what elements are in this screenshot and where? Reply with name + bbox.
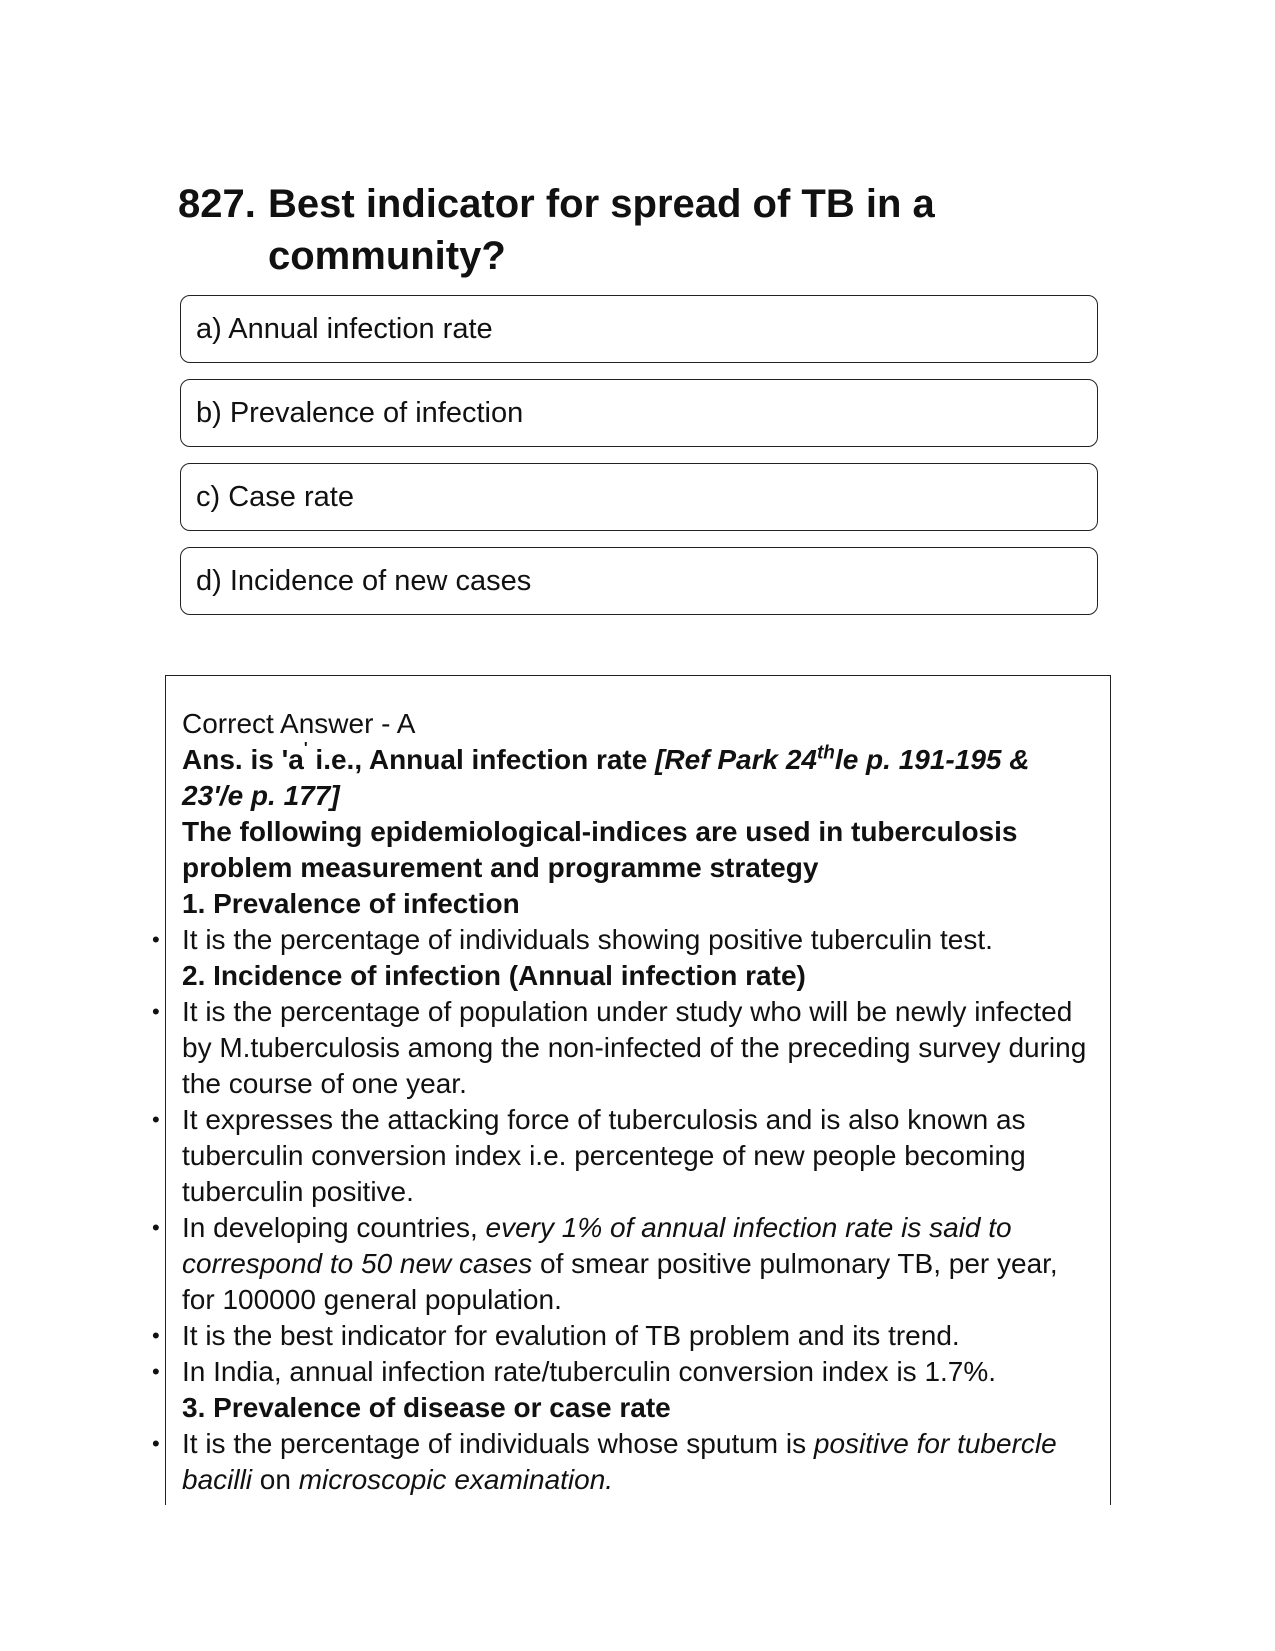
list-item-text-a: It is the percentage of individuals whose sputum is [182, 1428, 814, 1459]
list-item-text-c: of smear positive pulmonary TB, per year, for 100000 general population. [182, 1248, 1058, 1315]
list-item [152, 994, 1097, 1102]
list-item [152, 1354, 1097, 1390]
list-item [152, 1318, 1097, 1354]
reference-part2: le p. 191-195 & 23'/e p. 177] [182, 744, 1030, 811]
list-item-text-d: microscopic examination. [298, 1464, 614, 1495]
reference-part1: [Ref Park 24 [655, 744, 817, 775]
list-item-text-b: positive for tubercle bacilli [182, 1428, 1057, 1495]
question-number: 827. [178, 182, 256, 226]
bullet-icon: • [152, 1359, 160, 1384]
section-heading-2: 2. Incidence of infection (Annual infection rate) [182, 960, 806, 991]
list-item [152, 922, 1097, 958]
option-c[interactable]: c) Case rate [180, 463, 1098, 531]
answer-content [152, 706, 1097, 1498]
section-heading-3: 3. Prevalence of disease or case rate [182, 1392, 671, 1423]
list-item [152, 1210, 1097, 1318]
list-item-text: It is the best indicator for evalution of TB problem and its trend. [182, 1320, 960, 1351]
intro-text: The following epidemiological-indices are used in tuberculosis problem measurement and programme strategy [182, 816, 1018, 883]
bullet-icon: • [152, 1431, 160, 1456]
bullet-icon: • [152, 927, 160, 952]
reference-sup: th [816, 742, 835, 764]
list-item-text: In India, annual infection rate/tuberculin conversion index is 1.7%. [182, 1356, 997, 1387]
option-a[interactable]: a) Annual infection rate [180, 295, 1098, 363]
question-heading [178, 178, 1098, 282]
bullet-icon: • [152, 1107, 160, 1132]
option-b[interactable]: b) Prevalence of infection [180, 379, 1098, 447]
options-list [180, 295, 1098, 631]
bullet-icon: • [152, 1323, 160, 1348]
answer-middle: i.e., Annual infection rate [307, 744, 656, 775]
correct-answer: Correct Answer - A [182, 708, 416, 739]
list-item-text: It is the percentage of population under study who will be newly infected by M.tuberculosis among the non-infected of the preceding survey during the course of one year. [182, 996, 1087, 1099]
list-item [152, 1102, 1097, 1210]
answer-tick: ' [303, 740, 308, 757]
list-item [152, 1426, 1097, 1498]
answer-box [152, 675, 1111, 1505]
list-item-text-a: In developing countries, [182, 1212, 486, 1243]
option-d[interactable]: d) Incidence of new cases [180, 547, 1098, 615]
bullet-icon: • [152, 1215, 160, 1240]
list-item-text-b: every 1% of annual infection rate is said to correspond to 50 new cases [182, 1212, 1012, 1279]
list-item-text: It expresses the attacking force of tuberculosis and is also known as tuberculin conversion index i.e. percentege of new people becoming tuberculin positive. [182, 1104, 1026, 1207]
bullet-icon: • [152, 999, 160, 1024]
list-item-text-c: on [252, 1464, 299, 1495]
question-text: Best indicator for spread of TB in a community? [268, 182, 935, 278]
list-item-text: It is the percentage of individuals showing positive tuberculin test. [182, 924, 993, 955]
answer-prefix: Ans. is 'a [182, 744, 304, 775]
section-heading-1: 1. Prevalence of infection [182, 888, 520, 919]
answer-statement [182, 742, 1097, 814]
